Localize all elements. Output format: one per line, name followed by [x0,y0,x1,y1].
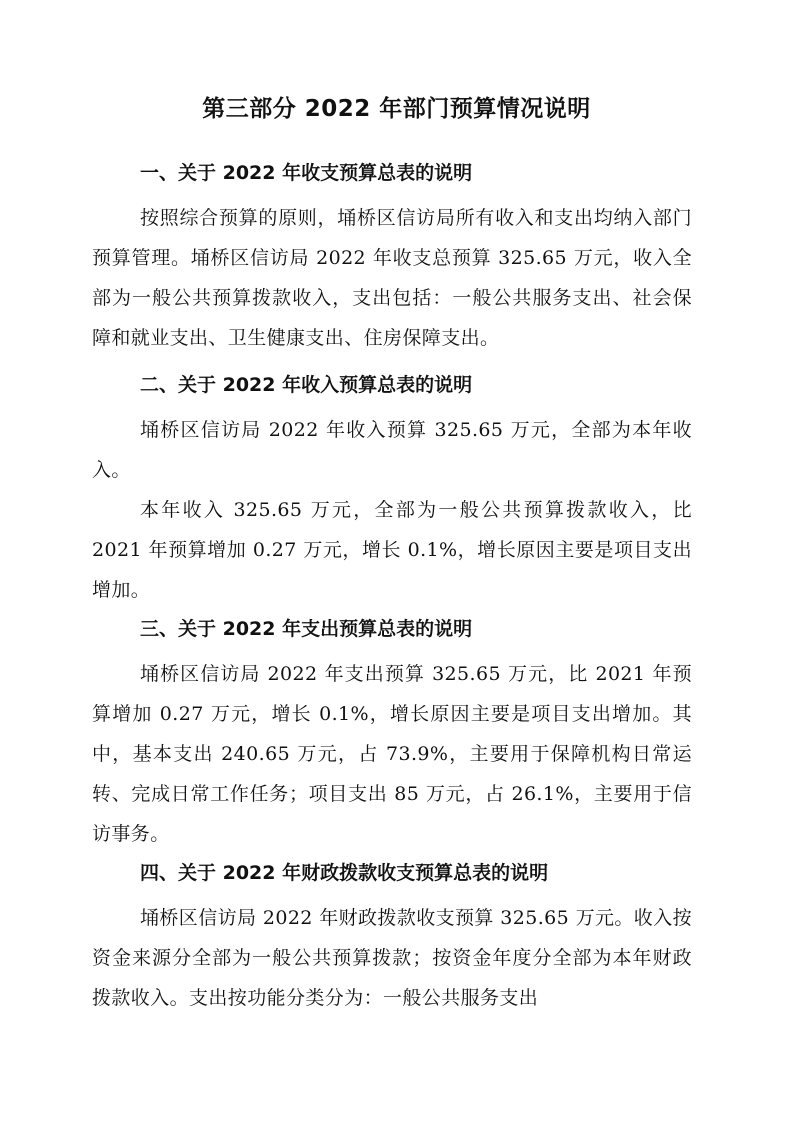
document-body [92,158,692,1018]
section-heading: 二、关于 2022 年收入预算总表的说明 [140,374,473,396]
section-expenditure-summary [92,614,692,854]
page-title: 第三部分 2022 年部门预算情况说明 [202,96,591,122]
paragraph: 埇桥区信访局 2022 年收入预算 325.65 万元，全部为本年收入。 [92,419,692,481]
section-fiscal-allocation-summary [92,858,692,1018]
section-income-expenditure-summary [92,158,692,358]
section-heading: 一、关于 2022 年收支预算总表的说明 [140,162,473,184]
paragraph: 按照综合预算的原则，埇桥区信访局所有收入和支出均纳入部门预算管理。埇桥区信访局 2022 年收支总预算 325.65 万元，收入全部为一般公共预算拨款收入，支出包括：一般公共服务支出、社会保障和就业支出、卫生健康支出、住房保障支出。 [92,207,692,349]
paragraph: 本年收入 325.65 万元，全部为一般公共预算拨款收入，比 2021 年预算增加 0.27 万元，增长 0.1%，增长原因主要是项目支出增加。 [92,499,692,601]
section-heading: 四、关于 2022 年财政拨款收支预算总表的说明 [140,862,549,884]
paragraph: 埇桥区信访局 2022 年财政拨款收支预算 325.65 万元。收入按资金来源分全部为一般公共预算拨款；按资金年度分全部为本年财政拨款收入。支出按功能分类分为：一般公共服务支出 [92,907,692,1009]
section-income-summary [92,370,692,610]
paragraph: 埇桥区信访局 2022 年支出预算 325.65 万元，比 2021 年预算增加 0.27 万元，增长 0.1%，增长原因主要是项目支出增加。其中，基本支出 240.65 万元，占 73.9%，主要用于保障机构日常运转、完成日常工作任务；项目支出 85 万元，占 26.1%，主要用于信访事务。 [92,663,692,845]
section-heading: 三、关于 2022 年支出预算总表的说明 [140,618,473,640]
